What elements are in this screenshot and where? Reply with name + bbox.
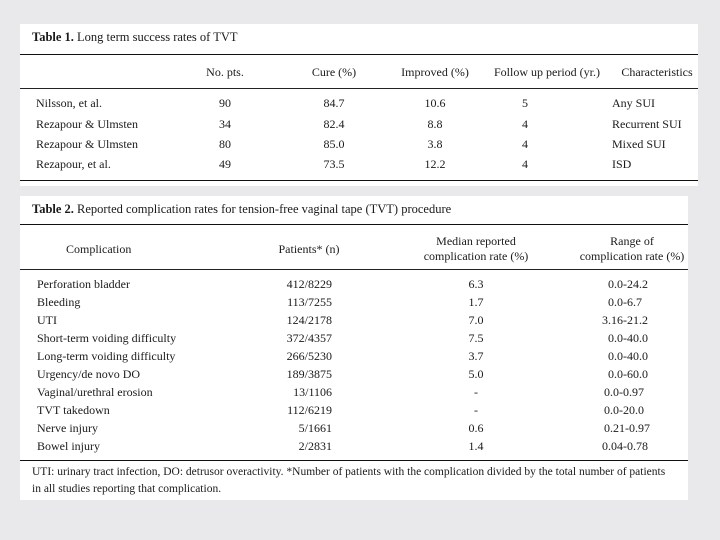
table2-r10-median: 1.4 xyxy=(468,439,484,453)
table1-r3-pts: 80 xyxy=(219,137,231,151)
table2-r10-complication: Bowel injury xyxy=(37,439,100,453)
table2-r3-complication: UTI xyxy=(37,313,57,327)
table1-r2-pts: 34 xyxy=(219,117,231,131)
table2-header-median-l1: Median reported xyxy=(436,234,516,248)
table2-header-median-l2: complication rate (%) xyxy=(423,249,529,263)
table2-r1-patients: 412/8229 xyxy=(286,277,332,291)
table1-r4-author: Rezapour, et al. xyxy=(36,157,111,171)
table2-r1-median: 6.3 xyxy=(468,277,484,291)
table2-r6-complication: Urgency/de novo DO xyxy=(37,367,141,381)
table2-r7-range: 0.0-0.97 xyxy=(604,385,644,399)
table2-r9-patients: 5/1661 xyxy=(298,421,332,435)
table1-r2-followup: 4 xyxy=(522,117,528,131)
table2-r9-complication: Nerve injury xyxy=(37,421,98,435)
table1-top-rule xyxy=(20,54,698,55)
table1-r2-cure: 82.4 xyxy=(323,117,345,131)
table1-r4-improved: 12.2 xyxy=(424,157,446,171)
table2-r6-patients: 189/3875 xyxy=(286,367,332,381)
table1-r1-pts: 90 xyxy=(219,96,231,110)
table2-r5-complication: Long-term voiding difficulty xyxy=(37,349,176,363)
table1-r2-author: Rezapour & Ulmsten xyxy=(36,117,138,131)
table2-r4-range: 0.0-40.0 xyxy=(608,331,648,345)
table1-r2-characteristics: Recurrent SUI xyxy=(612,117,682,131)
table1-r4-followup: 4 xyxy=(522,157,528,171)
table2-r9-range: 0.21-0.97 xyxy=(604,421,650,435)
table2-title-label: Table 2. xyxy=(32,202,74,216)
table2-footnote-line1: UTI: urinary tract infection, DO: detrusor overactivity. *Number of patients with the complication divided by the total number of patients xyxy=(32,466,666,478)
table2-r6-median: 5.0 xyxy=(468,367,484,381)
table1-r1-improved: 10.6 xyxy=(424,96,446,110)
table1-title xyxy=(32,30,238,45)
table2-r6-range: 0.0-60.0 xyxy=(608,367,648,381)
table2-r7-patients: 13/1106 xyxy=(293,385,332,399)
table2-r1-range: 0.0-24.2 xyxy=(608,277,648,291)
table1-r1-author: Nilsson, et al. xyxy=(36,96,102,110)
table2-r5-range: 0.0-40.0 xyxy=(608,349,648,363)
table1-r3-followup: 4 xyxy=(522,137,528,151)
table2-r7-complication: Vaginal/urethral erosion xyxy=(37,385,153,399)
table2-r8-range: 0.0-20.0 xyxy=(604,403,644,417)
table2-r4-patients: 372/4357 xyxy=(286,331,332,345)
table2-r2-median: 1.7 xyxy=(468,295,484,309)
table1-r3-cure: 85.0 xyxy=(323,137,345,151)
table1-r3-improved: 3.8 xyxy=(427,137,443,151)
table2-header-patients: Patients* (n) xyxy=(278,242,340,256)
table2-title xyxy=(32,202,451,217)
table1-bottom-rule xyxy=(20,180,698,181)
table1-header-followup: Follow up period (yr.) xyxy=(494,65,600,79)
table2-header-complication: Complication xyxy=(66,242,132,256)
table2-panel xyxy=(20,196,688,500)
table1-title-text: Long term success rates of TVT xyxy=(73,30,238,44)
table1-r4-pts: 49 xyxy=(219,157,231,171)
table1-header-characteristics: Characteristics xyxy=(621,65,693,79)
table1-r1-cure: 84.7 xyxy=(323,96,345,110)
table2-r8-median: - xyxy=(474,403,478,417)
table2-title-text: Reported complication rates for tension-free vaginal tape (TVT) procedure xyxy=(73,202,452,216)
table1-r4-characteristics: ISD xyxy=(612,157,632,171)
table1-r1-characteristics: Any SUI xyxy=(612,96,656,110)
table2-r8-complication: TVT takedown xyxy=(37,403,110,417)
table2-r2-range: 0.0-6.7 xyxy=(608,295,642,309)
table2-header-range-l2: complication rate (%) xyxy=(579,249,685,263)
table2-r4-median: 7.5 xyxy=(468,331,484,345)
table2-header-rule xyxy=(20,269,688,270)
table2-bottom-rule xyxy=(20,460,688,461)
table1-header-cure: Cure (%) xyxy=(311,65,357,79)
table2-r3-patients: 124/2178 xyxy=(286,313,332,327)
table1-title-label: Table 1. xyxy=(32,30,74,44)
table2-r3-range: 3.16-21.2 xyxy=(602,313,648,327)
table2-r10-patients: 2/2831 xyxy=(298,439,332,453)
table1-r2-improved: 8.8 xyxy=(427,117,443,131)
table1-panel xyxy=(20,24,698,186)
table2-r9-median: 0.6 xyxy=(468,421,484,435)
table1-r3-author: Rezapour & Ulmsten xyxy=(36,137,138,151)
table2-r5-median: 3.7 xyxy=(468,349,484,363)
table2-r7-median: - xyxy=(474,385,478,399)
table2-top-rule xyxy=(20,224,688,225)
table2-r3-median: 7.0 xyxy=(468,313,484,327)
table1-r4-cure: 73.5 xyxy=(323,157,345,171)
table1-r3-characteristics: Mixed SUI xyxy=(612,137,666,151)
table2-footnote xyxy=(32,464,665,498)
table2-r2-complication: Bleeding xyxy=(37,295,81,309)
table2-r2-patients: 113/7255 xyxy=(287,295,332,309)
table2-r10-range: 0.04-0.78 xyxy=(602,439,648,453)
table2-footnote-line2: in all studies reporting that complication. xyxy=(32,483,222,495)
table2-header-range-l1: Range of xyxy=(610,234,654,248)
table2-r4-complication: Short-term voiding difficulty xyxy=(37,331,177,345)
table1-header-pts: No. pts. xyxy=(206,65,244,79)
table2-r8-patients: 112/6219 xyxy=(287,403,332,417)
table2-r5-patients: 266/5230 xyxy=(286,349,332,363)
table2-r1-complication: Perforation bladder xyxy=(37,277,130,291)
table1-r1-followup: 5 xyxy=(522,96,528,110)
table1-header-rule xyxy=(20,88,698,89)
table1-header-improved: Improved (%) xyxy=(401,65,469,79)
